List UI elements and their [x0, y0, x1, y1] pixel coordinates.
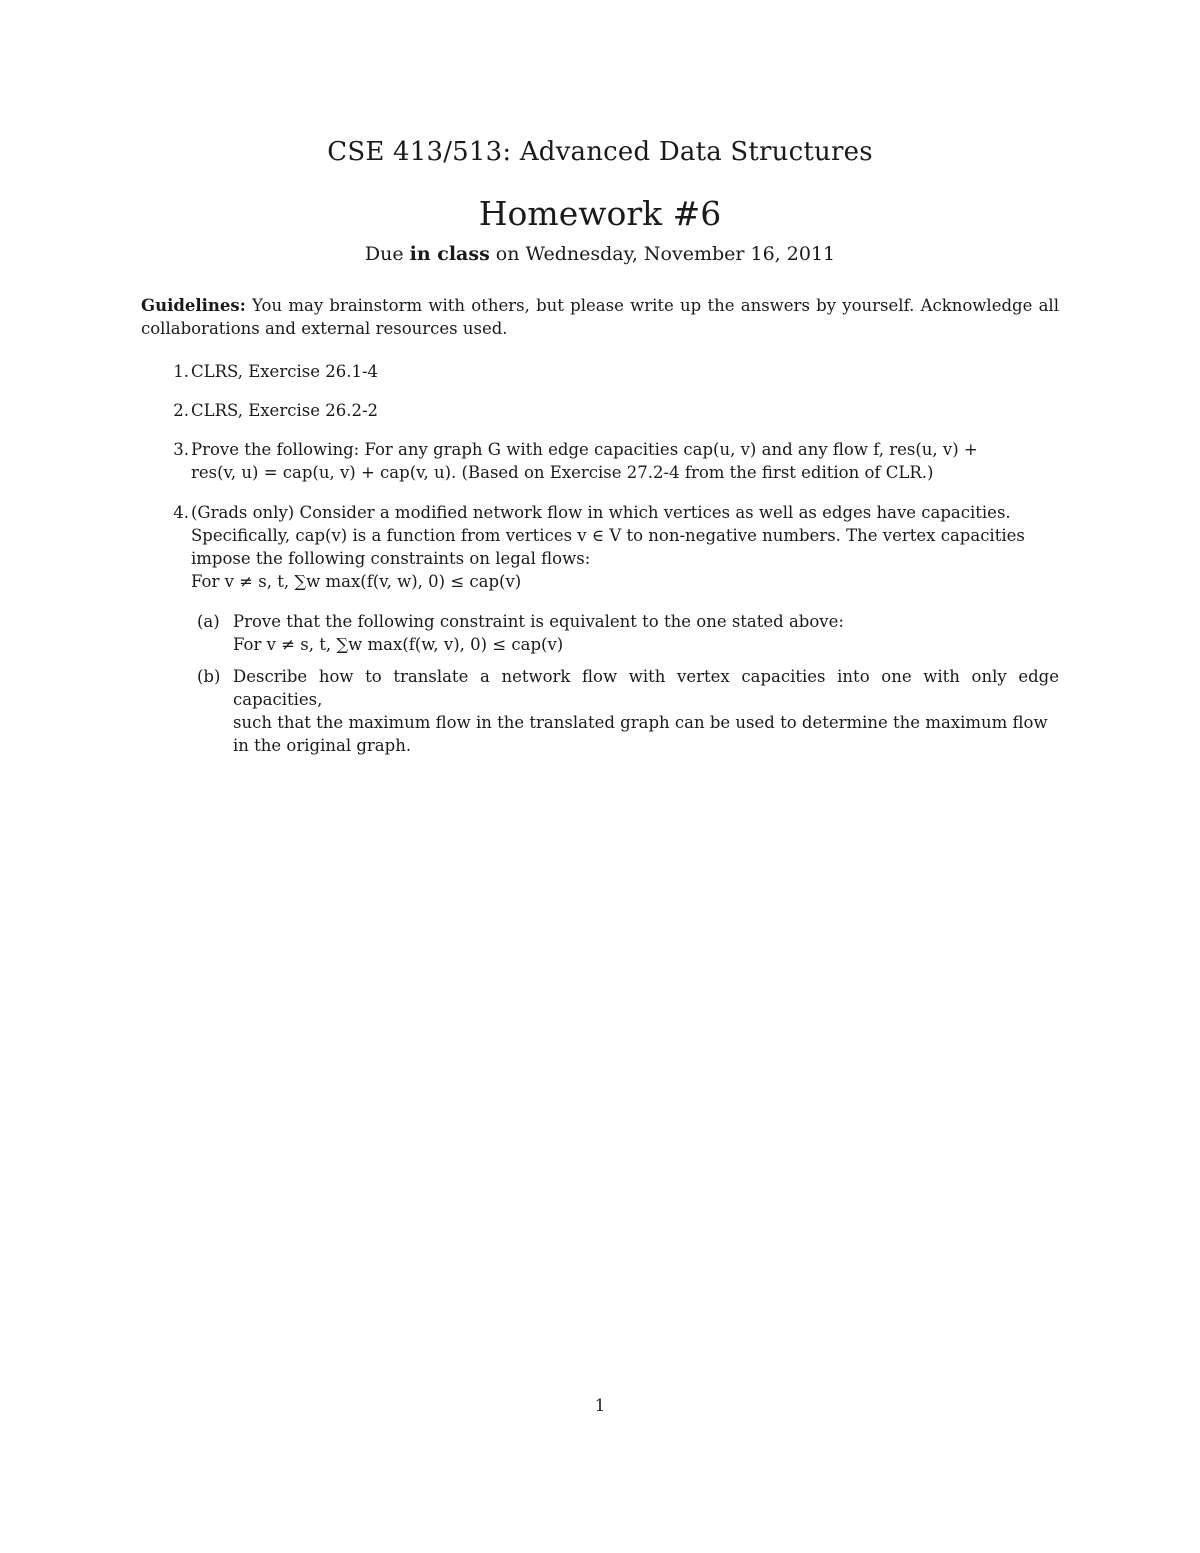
problem-text-line: (Grads only) Consider a modified network flow in which vertices as well as edges have capacities.: [191, 503, 1011, 522]
problem-number: 4.: [173, 503, 189, 522]
due-prefix: Due: [364, 243, 410, 265]
guidelines-label: Guidelines:: [141, 296, 246, 315]
problem-text-line: res(v, u) = cap(u, v) + cap(v, u). (Based on Exercise 27.2-4 from the first edition of CLR.): [191, 463, 934, 482]
problem-text-line: impose the following constraints on legal flows:: [191, 549, 591, 568]
problem-text: CLRS, Exercise 26.1-4: [191, 362, 379, 381]
due-date-line: [0, 243, 1200, 265]
constraint-formula: For v ≠ s, t, ∑w max(f(v, w), 0) ≤ cap(v): [191, 572, 522, 591]
subpart-text-line: such that the maximum flow in the translated graph can be used to determine the maximum flow: [233, 713, 1048, 732]
homework-title: Homework #6: [478, 194, 722, 233]
problem-number: 1.: [173, 362, 189, 381]
due-emphasis: in class: [409, 243, 490, 265]
subpart-text-line: in the original graph.: [233, 736, 412, 755]
problem-number: 3.: [173, 440, 189, 459]
problem-text-line: Prove the following: For any graph G with edge capacities cap(u, v) and any flow f, res(u, v) +: [191, 440, 978, 459]
constraint-formula: For v ≠ s, t, ∑w max(f(w, v), 0) ≤ cap(v): [233, 635, 564, 654]
problem-text: CLRS, Exercise 26.2-2: [191, 401, 379, 420]
problem-text-line: Specifically, cap(v) is a function from vertices v ∈ V to non-negative numbers. The vertex capacities: [191, 526, 1025, 545]
guidelines-text: You may brainstorm with others, but please write up the answers by yourself. Acknowledge all collaborations and external resources used.: [141, 296, 1059, 338]
subpart-label: (b): [197, 667, 221, 686]
subpart-text-line: Describe how to translate a network flow with vertex capacities into one with only edge capacities,: [233, 667, 1059, 709]
guidelines-paragraph: [141, 294, 1059, 340]
subpart-label: (a): [197, 612, 220, 631]
problem-number: 2.: [173, 401, 189, 420]
subpart-text-line: Prove that the following constraint is equivalent to the one stated above:: [233, 612, 844, 631]
due-suffix: on Wednesday, November 16, 2011: [489, 243, 836, 265]
course-title: CSE 413/513: Advanced Data Structures: [327, 137, 873, 167]
page-number: 1: [594, 1396, 606, 1415]
